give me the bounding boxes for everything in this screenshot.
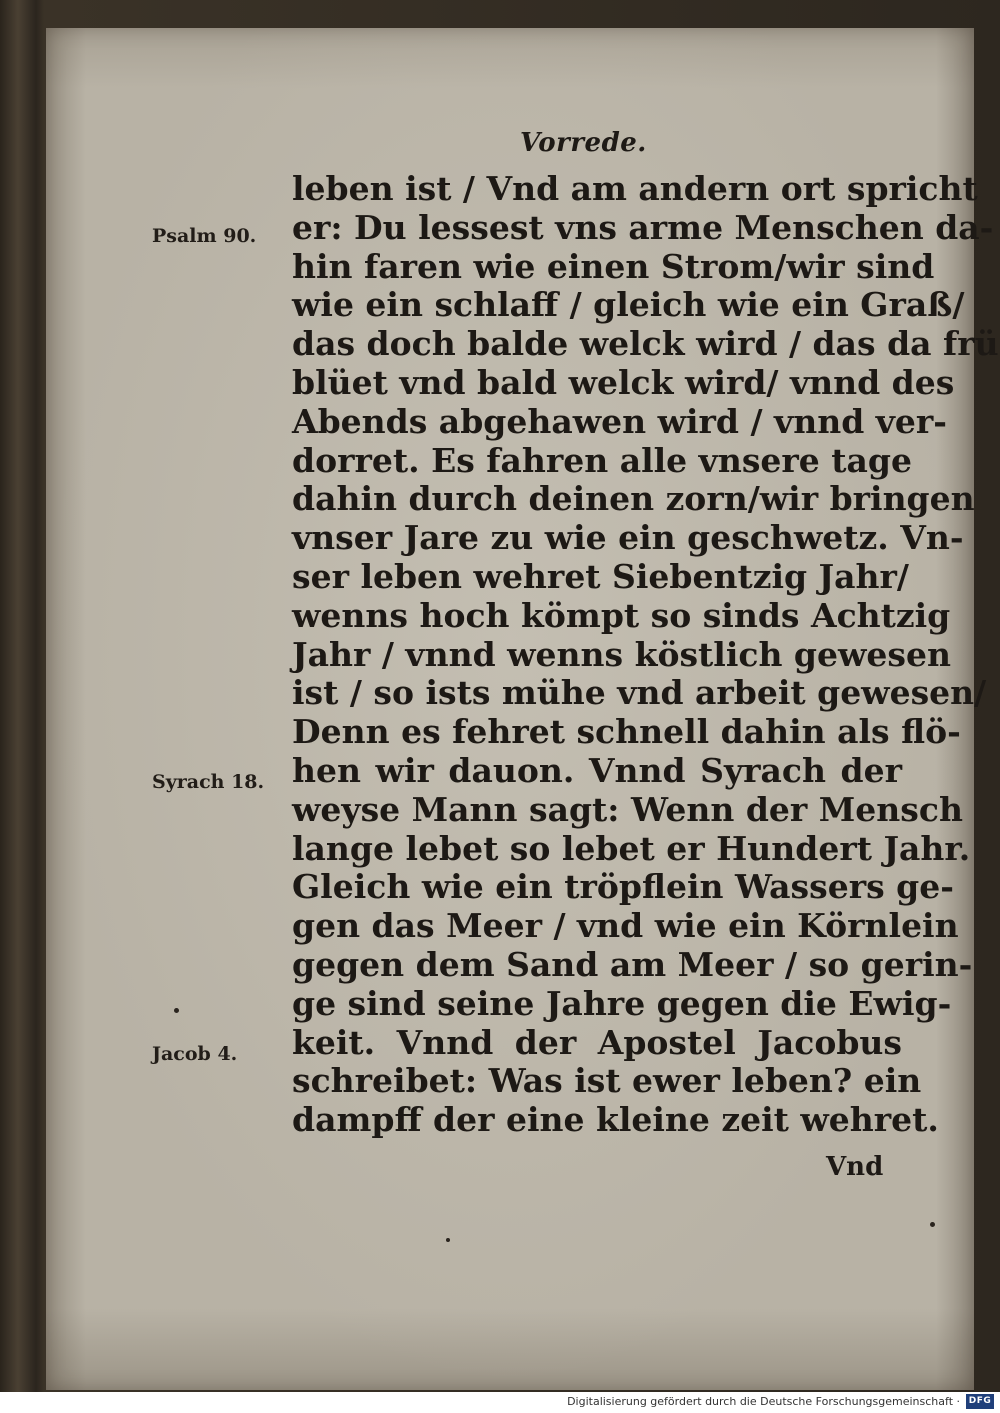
text-line: hin faren wie einen Strom/wir sind xyxy=(292,246,935,286)
text-line: Denn es fehret schnell dahin als flö- xyxy=(292,712,961,752)
text-line: gegen dem Sand am Meer / so gerin- xyxy=(292,944,973,984)
text-line: Jahr / vnnd wenns köstlich gewesen xyxy=(292,634,951,674)
text-line: vnser Jare zu wie ein geschwetz. Vn- xyxy=(292,518,964,558)
running-head: Vorrede. xyxy=(520,128,647,158)
text-line: leben ist / Vnd am andern ort spricht xyxy=(292,169,978,208)
ink-speck xyxy=(930,1222,935,1227)
text-line: ge sind seine Jahre gegen die Ewig- xyxy=(292,983,952,1023)
text-line: ist / so ists mühe vnd arbeit gewesen/ xyxy=(292,673,987,713)
margin-note-psalm: Psalm 90. xyxy=(152,225,257,247)
text-line: er: Du lessest vns arme Menschen da- xyxy=(292,207,994,247)
text-line: gen das Meer / vnd wie ein Körnlein xyxy=(292,906,959,946)
text-line: weyse Mann sagt: Wenn der Mensch xyxy=(292,789,963,829)
footer-credit: Digitalisierung gefördert durch die Deutsche Forschungsgemeinschaft · xyxy=(567,1395,960,1408)
margin-note-jacob: Jacob 4. xyxy=(152,1043,238,1065)
dfg-logo: DFG xyxy=(966,1394,994,1409)
text-line: wenns hoch kömpt so sinds Achtzig xyxy=(292,595,951,635)
ink-speck xyxy=(174,1008,179,1013)
text-line: Abends abgehawen wird / vnnd ver- xyxy=(292,401,948,441)
text-line: schreibet: Was ist ewer leben? ein xyxy=(292,1061,922,1101)
text-line: blüet vnd bald welck wird/ vnnd des xyxy=(292,362,955,402)
text-line: hen wir dauon. Vnnd Syrach der xyxy=(292,750,902,790)
text-line: dorret. Es fahren alle vnsere tage xyxy=(292,440,912,480)
text-line: ser leben wehret Siebentzig Jahr/ xyxy=(292,556,909,596)
margin-note-syrach: Syrach 18. xyxy=(152,771,265,793)
text-line: Gleich wie ein tröpflein Wassers ge- xyxy=(292,867,954,907)
ink-speck xyxy=(446,1238,450,1242)
body-text xyxy=(292,169,999,1140)
catchword: Vnd xyxy=(826,1152,884,1182)
text-line: dahin durch deinen zorn/wir bringen xyxy=(292,479,975,519)
text-line: wie ein schlaff / gleich wie ein Graß/ xyxy=(292,285,965,325)
text-line: lange lebet so lebet er Hundert Jahr. xyxy=(292,828,971,868)
text-line: dampff der eine kleine zeit wehret. xyxy=(292,1100,939,1140)
text-line: keit. Vnnd der Apostel Jacobus xyxy=(292,1022,902,1062)
text-line: das doch balde welck wird / das da frü xyxy=(292,324,999,364)
